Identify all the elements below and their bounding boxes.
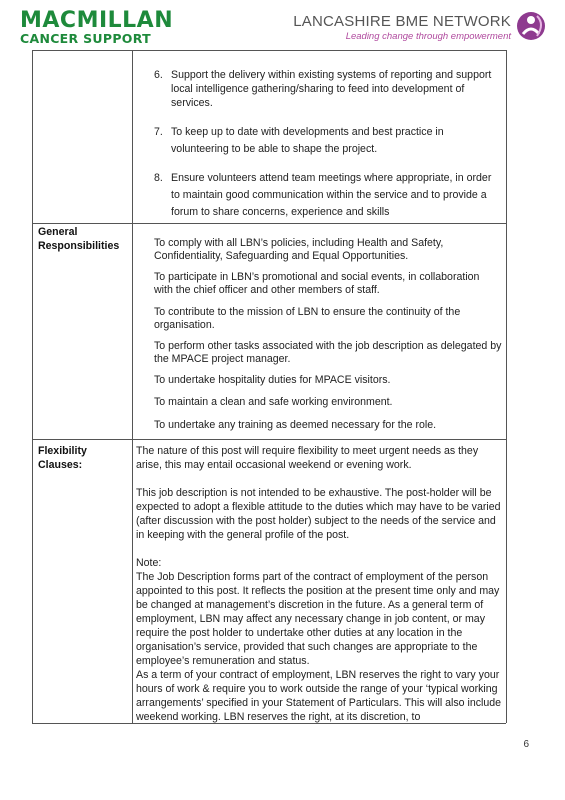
note-label: Note: xyxy=(136,557,162,569)
responsibility-item: To perform other tasks associated with the job description as delegated by the MPACE project manager. xyxy=(154,340,502,365)
macmillan-logo-subtitle: CANCER SUPPORT xyxy=(20,31,151,46)
column-divider xyxy=(132,50,133,723)
flexibility-paragraph: The nature of this post will require flexibility to meet urgent needs as they arise, this may entail occasional weekend or evening work. xyxy=(136,445,479,471)
lbn-logo xyxy=(293,10,547,42)
list-number: 7. xyxy=(154,126,163,138)
table-border-right xyxy=(506,50,507,723)
job-description-table xyxy=(32,50,506,723)
responsibility-item: To undertake hospitality duties for MPACE visitors. xyxy=(154,374,391,386)
macmillan-logo xyxy=(20,8,174,46)
flexibility-paragraph: As a term of your contract of employment, LBN reserves the right to vary your hours of work & require you to work outside the range of your ‘typical working arrangements’ specified in your Statement of Particulars. This will also include weekend working. LBN reserves the right, at its discretion, to xyxy=(136,669,502,723)
list-number: 8. xyxy=(154,172,163,184)
list-item-text: Ensure volunteers attend team meetings where appropriate, in order to maintain good communication within the service and to provide a forum to share concerns, experience and skills xyxy=(171,172,492,218)
list-item-text: To keep up to date with developments and best practice in volunteering to be able to shape the project. xyxy=(171,126,444,155)
row-divider xyxy=(32,223,506,224)
flexibility-clauses-label: Flexibility Clauses: xyxy=(38,445,87,471)
flexibility-paragraph: The Job Description forms part of the contract of employment of the person appointed to this post. It reflects the position at the present time only and may be changed at management’s discretion in the future. As a general term of employment, LBN may affect any necessary change in job content, or may require the post holder to undertake other duties at any location in the organisation’s service, provided that such changes are appropriate to the employee’s remuneration and status. xyxy=(136,571,500,667)
list-number: 6. xyxy=(154,69,163,81)
responsibility-item: To maintain a clean and safe working environment. xyxy=(154,396,393,408)
responsibility-item: To undertake any training as deemed necessary for the role. xyxy=(154,419,437,431)
general-responsibilities-label: General Responsibilities xyxy=(38,226,120,252)
lbn-name: LANCASHIRE BME NETWORK xyxy=(293,13,511,30)
list-item-text: Support the delivery within existing systems of reporting and support local intelligence gathering/sharing to feed into development of services. xyxy=(171,69,492,109)
table-border-top xyxy=(32,50,506,51)
lbn-emblem-icon xyxy=(515,10,547,42)
row-divider xyxy=(32,439,506,440)
page-number: 6 xyxy=(523,739,529,750)
responsibility-item: To participate in LBN’s promotional and social events, in collaboration with the chief officer and other members of staff. xyxy=(154,271,480,296)
flexibility-paragraph: This job description is not intended to be exhaustive. The post-holder will be expected to adopt a flexible attitude to the duties which may have to be varied (after discussion with the post holder) subject to the needs of the service and in keeping with the general profile of the post. xyxy=(136,487,501,541)
responsibility-item: To comply with all LBN’s policies, including Health and Safety, Confidentiality, Safeguarding and Equal Opportunities. xyxy=(154,237,444,262)
responsibility-item: To contribute to the mission of LBN to ensure the continuity of the organisation. xyxy=(154,306,461,331)
table-border-left xyxy=(32,50,33,723)
macmillan-logo-title: MACMILLAN xyxy=(20,8,174,33)
lbn-tagline: Leading change through empowerment xyxy=(345,31,511,42)
